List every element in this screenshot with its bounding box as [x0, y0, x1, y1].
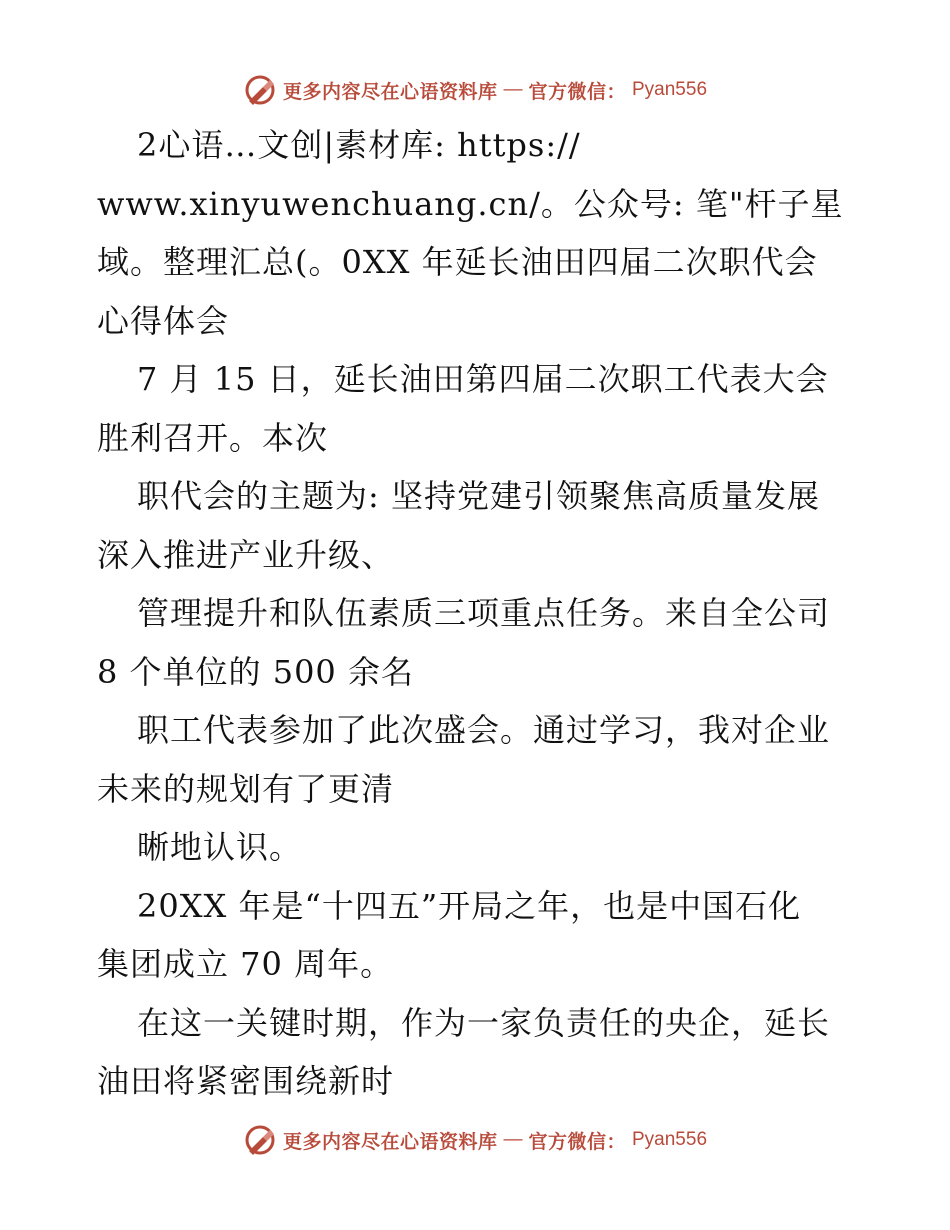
paragraph-line: 7 月 15 日，延长油田第四届二次职工代表大会: [137, 360, 829, 398]
paragraph-line: 深入推进产业升级、: [97, 535, 395, 574]
paragraph-line: 职工代表参加了此次盛会。通过学习，我对企业: [137, 711, 831, 749]
paragraph-line: 胜利召开。本次: [97, 418, 329, 457]
paragraph-line: 2心语…文创|素材库: https://: [137, 126, 581, 164]
watermark-brand-text: 更多内容尽在心语资料库: [282, 1130, 498, 1153]
watermark-contact-label: 官方微信：: [528, 1130, 626, 1153]
pen-logo-icon: [243, 73, 277, 107]
paragraph-line: 未来的规划有了更清: [97, 769, 395, 808]
paragraph-line: 集团成立 70 周年。: [97, 945, 394, 983]
paragraph-line: 管理提升和队伍素质三项重点任务。来自全公司: [137, 594, 831, 632]
paragraph-line: 8 个单位的 500 余名: [97, 652, 414, 691]
pen-logo-icon: [243, 1123, 277, 1157]
paragraph-line: 域。整理汇总(。0XX 年延长油田四届二次职代会: [97, 243, 818, 281]
document-body: [97, 116, 857, 1111]
paragraph-line: 在这一关键时期，作为一家负责任的央企，延长: [137, 1003, 831, 1042]
watermark-contact-label: 官方微信：: [528, 80, 626, 103]
paragraph-line: 职代会的主题为: 坚持党建引领聚焦高质量发展: [137, 477, 820, 515]
watermark-contact-id: Pyan556: [632, 79, 708, 100]
paragraph-line: 晰地认识。: [137, 828, 303, 866]
paragraph-line: 心得体会: [97, 301, 230, 340]
watermark-separator: —: [503, 79, 523, 100]
watermark-brand-text: 更多内容尽在心语资料库: [282, 80, 498, 103]
watermark-contact-id: Pyan556: [632, 1129, 708, 1150]
header-watermark: [0, 70, 950, 110]
paragraph-line: www.xinyuwenchuang.cn/。公众号: 笔"杆子星: [97, 184, 844, 223]
watermark-separator: —: [503, 1129, 523, 1150]
paragraph-line: 油田将紧密围绕新时: [97, 1062, 395, 1100]
paragraph-line: 20XX 年是“十四五”开局之年，也是中国石化: [137, 886, 802, 925]
footer-watermark: [0, 1120, 950, 1160]
